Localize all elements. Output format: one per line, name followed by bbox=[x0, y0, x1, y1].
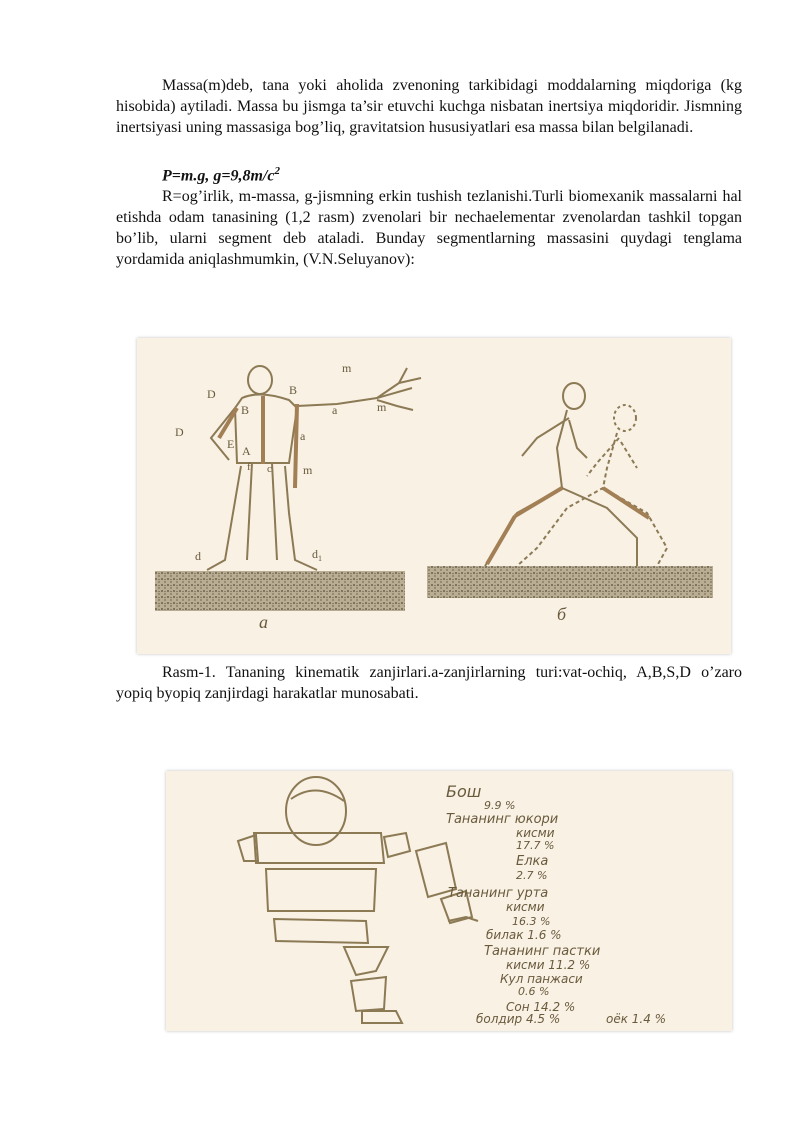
label-shin: болдир 4.5 % bbox=[476, 1012, 561, 1026]
label-b-arm: B bbox=[289, 383, 298, 397]
running-figures-sketch bbox=[485, 383, 667, 566]
label-hand: Кул панжаси bbox=[500, 972, 583, 986]
formula-text: P=m.g, g=9,8m/c bbox=[162, 167, 275, 185]
label-f: f bbox=[247, 461, 251, 473]
label-b-head: B bbox=[241, 403, 250, 417]
standing-figure-sketch bbox=[207, 366, 421, 570]
label-forearm: билак 1.6 % bbox=[486, 928, 562, 942]
label-mid-torso-part: кисми bbox=[506, 900, 545, 914]
label-hand-pct: 0.6 % bbox=[518, 985, 550, 998]
formula-superscript: 2 bbox=[274, 165, 280, 177]
label-lower-torso: Тананинг пастки bbox=[484, 944, 601, 959]
paragraph-segments: R=og’irlik, m-massa, g-jismning erkin tushish tezlanishi.Turli biomexanik massalarni hal etishda odam tanasining (1,2 rasm) zvenolari bir nechaelementar zvenolardan tashkil topgan bo’lib, ularni segment deb ataladi. Bunday segmentlarning massasini quydagi tenglama yordamida aniqlashmumkin, (V.N.Seluyanov): bbox=[116, 188, 742, 268]
label-upper-torso: Тананинг юкори bbox=[446, 812, 559, 827]
label-shoulder-pct: 2.7 % bbox=[516, 869, 548, 882]
label-foot: оёк 1.4 % bbox=[606, 1012, 667, 1026]
label-shoulder: Елка bbox=[516, 854, 549, 869]
label-thigh: Сон 14.2 % bbox=[506, 1000, 576, 1014]
label-m-arm: m bbox=[377, 400, 387, 414]
figure-kinematic-chains-drawing bbox=[137, 338, 731, 654]
paragraph-mass-definition: Massa(m)deb, tana yoki aholida zvenoning tarkibidagi moddalarning miqdoriga (kg hisobida) aytiladi. Massa bu jismga ta’sir etuvchi kuchga nisbatan inertsiya miqdoridir. Jismning inertsiyasi uning massasiga bog’liq, gravitatsion hususiyatlari esa massa bilan belgilanadi. bbox=[116, 77, 742, 136]
label-lower-torso-part: кисми 11.2 % bbox=[506, 958, 591, 972]
figure-segment-mass-drawing bbox=[166, 771, 732, 1031]
figure-label-a: a bbox=[259, 612, 268, 632]
label-d1-subscript: 1 bbox=[318, 554, 322, 563]
label-d-foot: d bbox=[195, 549, 201, 563]
label-upper-torso-part: кисми bbox=[516, 826, 555, 840]
figure-caption: Rasm-1. Tananing kinematik zanjirlari.a-zanjirlarning turi:vat-ochiq, A,B,S,D o’zaro yopiq byopiq zanjirdagi harakatlar munosabati. bbox=[116, 664, 742, 702]
ground-strip-left bbox=[155, 571, 405, 611]
label-a-capital: A bbox=[242, 444, 251, 458]
label-a-arm: a bbox=[332, 403, 338, 417]
figure-segment-mass bbox=[166, 771, 732, 1031]
label-mid-torso-pct: 16.3 % bbox=[512, 915, 551, 928]
segment-mass-labels bbox=[446, 782, 666, 1026]
label-c: c bbox=[267, 463, 272, 475]
label-d-upper: D bbox=[207, 387, 216, 401]
label-d1-foot bbox=[312, 547, 322, 563]
label-d-left: D bbox=[175, 425, 184, 439]
ground-strip-right bbox=[427, 566, 713, 598]
figure-label-b: б bbox=[557, 604, 567, 624]
label-d1-letter: d bbox=[312, 547, 318, 561]
figure-kinematic-chains bbox=[137, 338, 731, 654]
label-upper-torso-pct: 17.7 % bbox=[516, 839, 555, 852]
label-head: Бош bbox=[446, 782, 482, 801]
label-a-torso: a bbox=[300, 429, 306, 443]
label-mid-torso: Тананинг урта bbox=[448, 886, 549, 901]
segmented-body-sketch bbox=[238, 777, 478, 1023]
label-e: E bbox=[227, 437, 235, 451]
label-m-hip: m bbox=[303, 463, 313, 477]
formula-weight bbox=[162, 165, 280, 185]
label-m-top: m bbox=[342, 361, 352, 375]
label-head-pct: 9.9 % bbox=[484, 799, 516, 812]
